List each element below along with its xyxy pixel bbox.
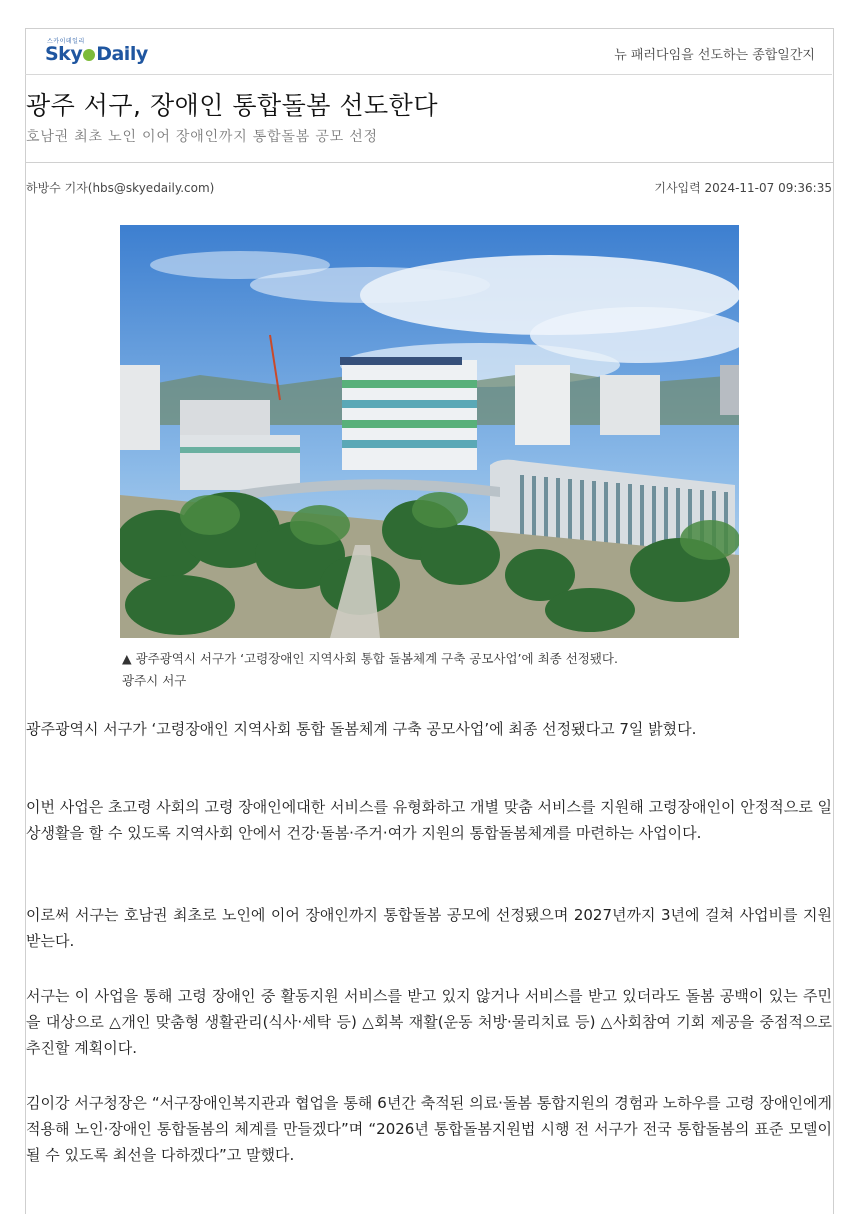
article-photo xyxy=(120,225,739,638)
site-tagline: 뉴 패러다임을 선도하는 종합일간지 xyxy=(614,48,815,63)
logo-wordmark xyxy=(45,43,148,65)
article-paragraph: 서구는 이 사업을 통해 고령 장애인 중 활동지원 서비스를 받고 있지 않거나 서비스를 받고 있더라도 돌봄 공백이 있는 주민을 대상으로 △개인 맞춤형 생활관리(식사·세탁 등) △회복 재활(운동 처방·물리치료 등) △사회참여 기회 제공을 중점적으로 추진할 계획이다. xyxy=(26,987,832,1057)
article-dateline: 기사입력 2024-11-07 09:36:35 xyxy=(654,181,832,195)
masthead xyxy=(25,28,832,75)
article-headline: 광주 서구, 장애인 통합돌봄 선도한다 xyxy=(26,91,438,120)
article-byline: 하방수 기자(hbs@skyedaily.com) xyxy=(26,181,215,195)
logo-dot-icon xyxy=(83,49,95,61)
photo-caption xyxy=(122,648,618,692)
article-paragraph: 김이강 서구청장은 “서구장애인복지관과 협업을 통해 6년간 축적된 의료·돌봄 통합지원의 경험과 노하우를 고령 장애인에게 적용해 노인·장애인 통합돌봄의 체계를 만들겠다”며 “2026년 통합돌봄지원법 시행 전 서구가 전국 통합돌봄의 표준 모델이 될 수 있도록 최선을 다하겠다”고 말했다. xyxy=(26,1094,832,1164)
header-divider xyxy=(25,162,833,163)
caption-credit: 광주시 서구 xyxy=(122,673,187,688)
logo-text-daily: Daily xyxy=(96,43,148,65)
district-office-photo-icon xyxy=(120,225,739,638)
article-subhead: 호남권 최초 노인 이어 장애인까지 통합돌봄 공모 선정 xyxy=(26,129,378,145)
site-logo[interactable] xyxy=(45,36,165,66)
article-paragraph: 이로써 서구는 호남권 최초로 노인에 이어 장애인까지 통합돌봄 공모에 선정됐으며 2027년까지 3년에 걸쳐 사업비를 지원받는다. xyxy=(26,906,832,950)
logo-text-sky: Sky xyxy=(45,43,83,65)
caption-text: ▲ 광주광역시 서구가 ‘고령장애인 지역사회 통합 돌봄체계 구축 공모사업’에 최종 선정됐다. xyxy=(122,651,618,666)
article-paragraph: 광주광역시 서구가 ‘고령장애인 지역사회 통합 돌봄체계 구축 공모사업’에 최종 선정됐다고 7일 밝혔다. xyxy=(26,720,697,738)
logo-small-text: 스카이데일리 xyxy=(47,38,85,45)
article-paragraph: 이번 사업은 초고령 사회의 고령 장애인에대한 서비스를 유형화하고 개별 맞춤 서비스를 지원해 고령장애인이 안정적으로 일상생활을 할 수 있도록 지역사회 안에서 건강·돌봄·주거·여가 지원의 통합돌봄체계를 마련하는 사업이다. xyxy=(26,798,832,842)
